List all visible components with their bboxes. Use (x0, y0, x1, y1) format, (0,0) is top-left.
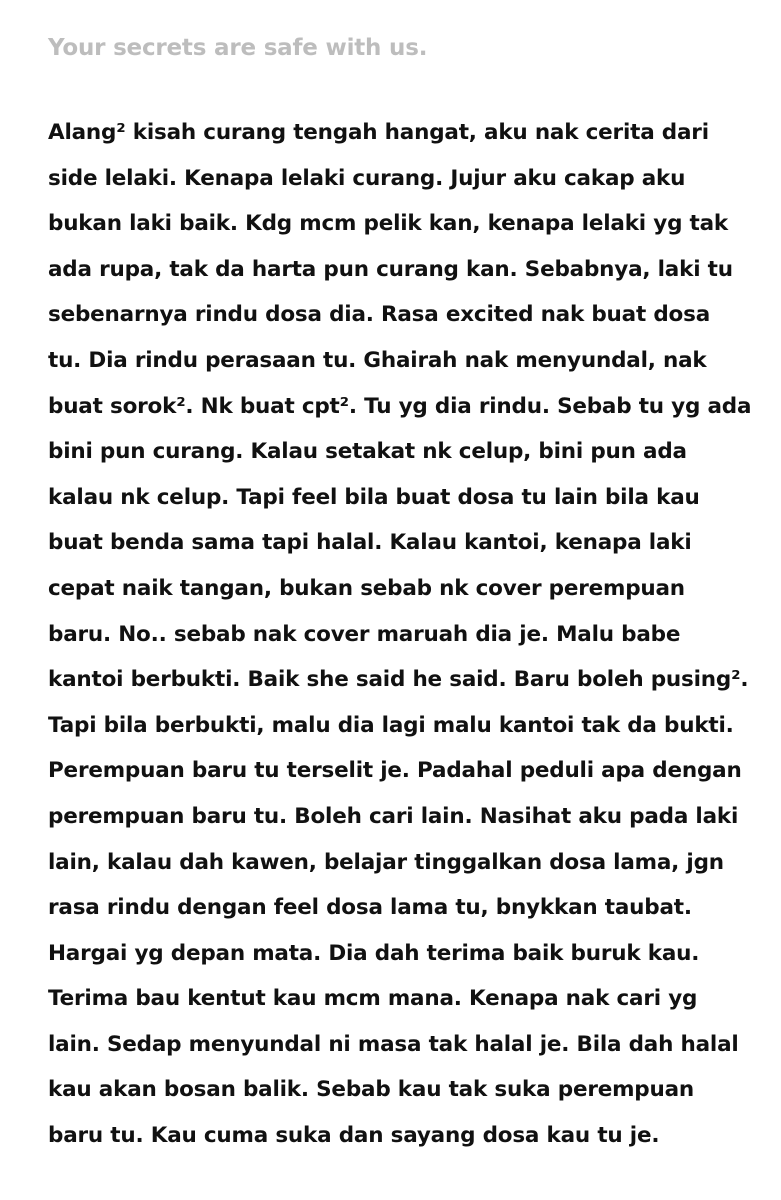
tagline: Your secrets are safe with us. (48, 35, 428, 61)
body-line: lain. Sedap menyundal ni masa tak halal je. Bila dah halal (48, 1031, 739, 1057)
body-line: kau akan bosan balik. Sebab kau tak suka perempuan (48, 1077, 695, 1103)
body-line: Hargai yg depan mata. Dia dah terima baik buruk kau. (48, 940, 700, 966)
body-line: kalau nk celup. Tapi feel bila buat dosa tu lain bila kau (48, 484, 700, 510)
body-line: tu. Dia rindu perasaan tu. Ghairah nak menyundal, nak (48, 347, 707, 373)
body-line: side lelaki. Kenapa lelaki curang. Jujur aku cakap aku (48, 165, 686, 191)
body-line: lain, kalau dah kawen, belajar tinggalkan dosa lama, jgn (48, 849, 724, 875)
body-line: buat sorok². Nk buat cpt². Tu yg dia rindu. Sebab tu yg ada (48, 393, 752, 419)
body-line: bukan laki baik. Kdg mcm pelik kan, kenapa lelaki yg tak (48, 211, 729, 237)
body-line: Terima bau kentut kau mcm mana. Kenapa nak cari yg (48, 986, 698, 1012)
confession-body (48, 110, 751, 1159)
body-line: cepat naik tangan, bukan sebab nk cover perempuan (48, 575, 685, 601)
body-line: bini pun curang. Kalau setakat nk celup, bini pun ada (48, 439, 687, 465)
body-line: Tapi bila berbukti, malu dia lagi malu kantoi tak da bukti. (48, 712, 734, 738)
body-line: kantoi berbukti. Baik she said he said. Baru boleh pusing². (48, 667, 749, 693)
body-line: rasa rindu dengan feel dosa lama tu, bnykkan taubat. (48, 895, 692, 921)
body-line: baru. No.. sebab nak cover maruah dia je. Malu babe (48, 621, 681, 647)
body-line: ada rupa, tak da harta pun curang kan. Sebabnya, laki tu (48, 256, 733, 282)
body-line: baru tu. Kau cuma suka dan sayang dosa kau tu je. (48, 1123, 660, 1149)
body-line: sebenarnya rindu dosa dia. Rasa excited nak buat dosa (48, 302, 710, 328)
body-line: Alang² kisah curang tengah hangat, aku nak cerita dari (48, 120, 709, 145)
body-line: Perempuan baru tu terselit je. Padahal peduli apa dengan (48, 758, 742, 784)
body-line: perempuan baru tu. Boleh cari lain. Nasihat aku pada laki (48, 803, 739, 829)
body-line: buat benda sama tapi halal. Kalau kantoi, kenapa laki (48, 530, 692, 556)
